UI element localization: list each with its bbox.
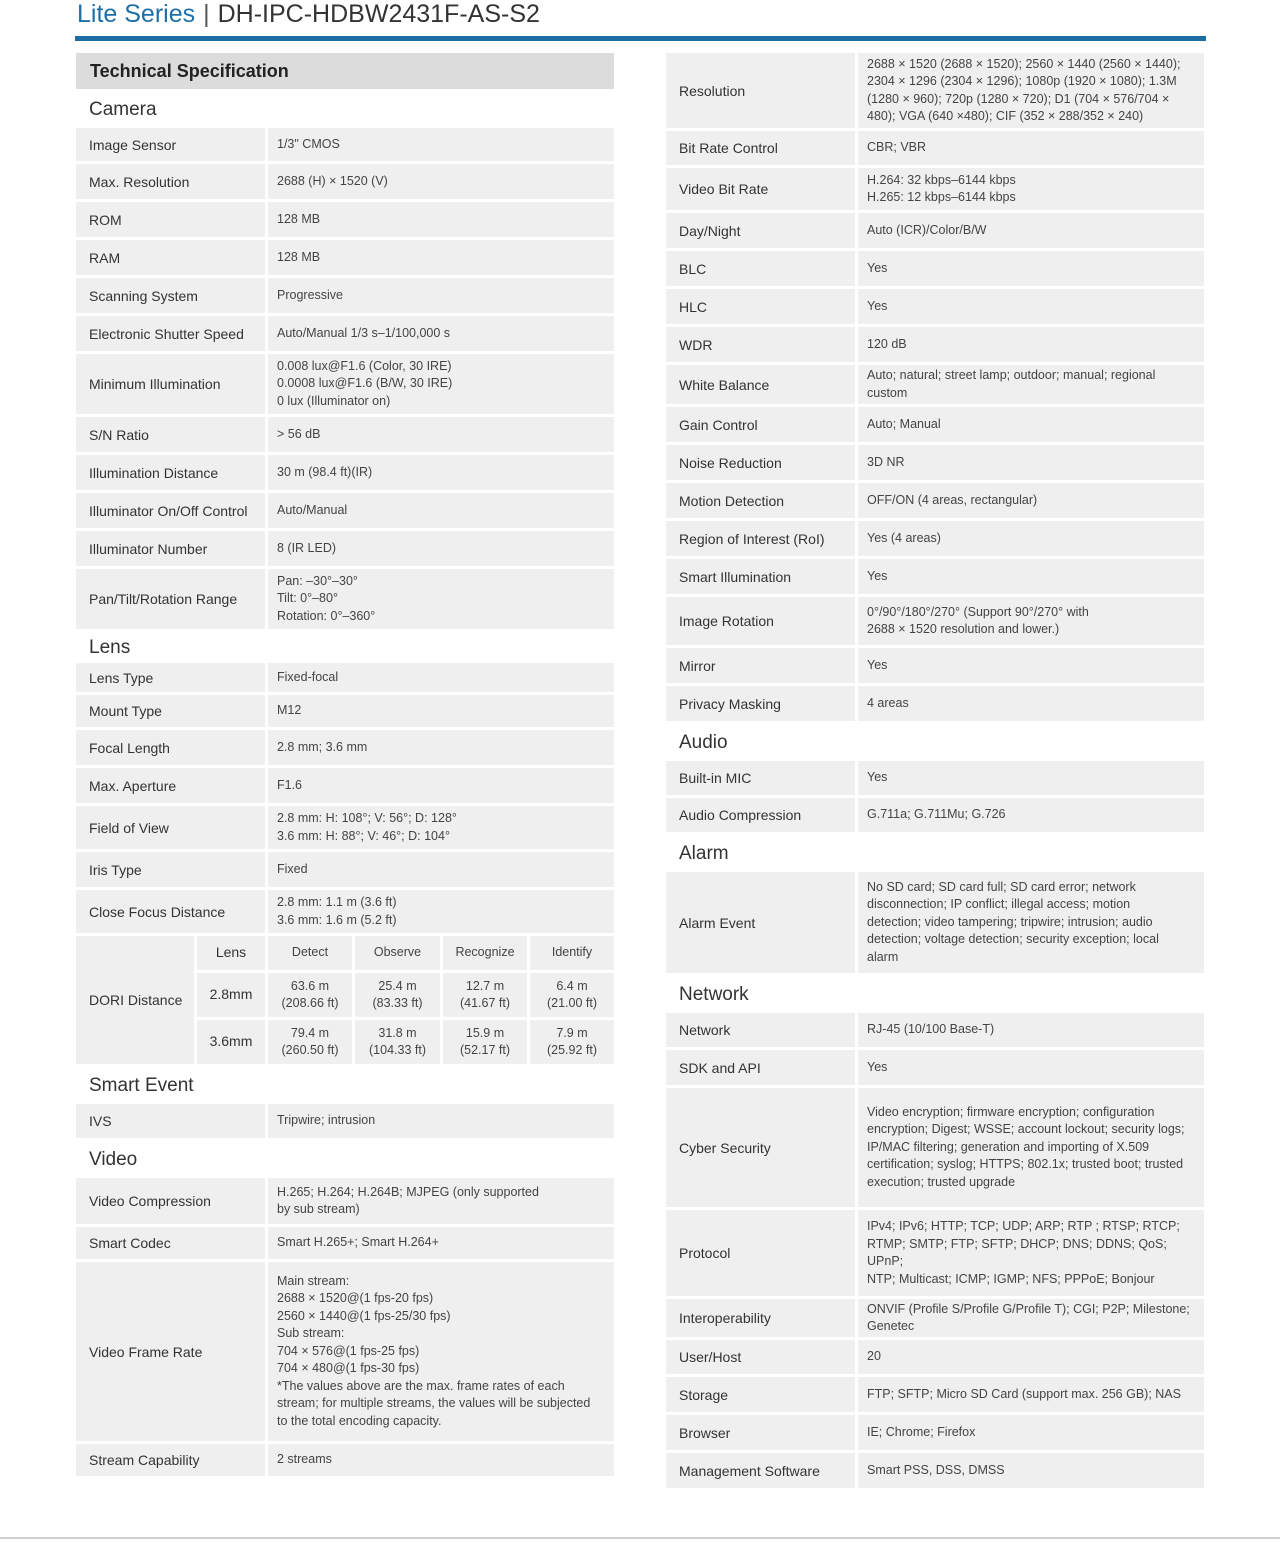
dori-cell: 31.8 m (104.33 ft) <box>355 1020 440 1064</box>
spec-value: Auto; natural; street lamp; outdoor; manual; regional custom <box>858 365 1204 404</box>
spec-label: Video Frame Rate <box>76 1262 265 1441</box>
spec-label: Lens Type <box>76 663 265 692</box>
spec-row <box>76 202 614 237</box>
spec-value: 2688 (H) × 1520 (V) <box>268 164 614 199</box>
spec-value: ONVIF (Profile S/Profile G/Profile T); CGI; P2P; Milestone; Genetec <box>858 1299 1204 1337</box>
dori-row <box>197 1020 614 1064</box>
dori-cell: 3.6mm <box>197 1020 265 1064</box>
spec-label: Smart Codec <box>76 1227 265 1259</box>
spec-row <box>666 1453 1204 1488</box>
spec-label: Minimum Illumination <box>76 354 265 414</box>
spec-row <box>666 1340 1204 1374</box>
dori-label: DORI Distance <box>76 936 194 1064</box>
video-table <box>76 1178 614 1476</box>
dori-cell: 12.7 m (41.67 ft) <box>443 973 527 1017</box>
spec-value: 0°/90°/180°/270° (Support 90°/270° with 2688 × 1520 resolution and lower.) <box>858 597 1204 645</box>
spec-value: Auto/Manual 1/3 s–1/100,000 s <box>268 316 614 351</box>
spec-value: Fixed <box>268 852 614 887</box>
spec-row <box>76 531 614 566</box>
spec-row <box>76 354 614 414</box>
spec-row <box>76 730 614 765</box>
section-lens: Lens <box>89 636 131 658</box>
spec-label: Protocol <box>666 1210 855 1296</box>
spec-row <box>76 768 614 803</box>
spec-value: Yes <box>858 289 1204 324</box>
spec-value: 1/3" CMOS <box>268 128 614 161</box>
spec-row <box>666 289 1204 324</box>
spec-row <box>666 1210 1204 1296</box>
spec-label: SDK and API <box>666 1050 855 1085</box>
header-separator: | <box>203 0 210 28</box>
spec-row <box>76 1444 614 1476</box>
right-column <box>666 53 1204 1491</box>
spec-row <box>76 1104 614 1138</box>
model-number: DH-IPC-HDBW2431F-AS-S2 <box>217 0 540 28</box>
spec-row <box>76 663 614 692</box>
spec-label: Browser <box>666 1415 855 1450</box>
spec-value: Progressive <box>268 278 614 313</box>
spec-row <box>76 316 614 351</box>
spec-row <box>666 483 1204 518</box>
spec-value: 0.008 lux@F1.6 (Color, 30 IRE) 0.0008 lux@F1.6 (B/W, 30 IRE) 0 lux (Illuminator on) <box>268 354 614 414</box>
spec-value: Pan: –30°–30° Tilt: 0°–80° Rotation: 0°–360° <box>268 569 614 629</box>
dori-cell: 25.4 m (83.33 ft) <box>355 973 440 1017</box>
spec-label: Scanning System <box>76 278 265 313</box>
spec-row <box>76 695 614 727</box>
spec-label: Noise Reduction <box>666 445 855 480</box>
video-continued-table <box>666 53 1204 721</box>
spec-label: HLC <box>666 289 855 324</box>
spec-value: Yes (4 areas) <box>858 521 1204 556</box>
spec-value: 3D NR <box>858 445 1204 480</box>
spec-row <box>76 569 614 629</box>
spec-row <box>666 521 1204 556</box>
spec-row <box>666 53 1204 128</box>
spec-label: Stream Capability <box>76 1444 265 1476</box>
spec-label: Interoperability <box>666 1299 855 1337</box>
spec-label: Management Software <box>666 1453 855 1488</box>
spec-label: BLC <box>666 251 855 286</box>
spec-value: H.264: 32 kbps–6144 kbps H.265: 12 kbps–6144 kbps <box>858 168 1204 210</box>
spec-label: WDR <box>666 327 855 362</box>
spec-row <box>666 327 1204 362</box>
spec-row <box>76 1227 614 1259</box>
spec-value: Tripwire; intrusion <box>268 1104 614 1138</box>
spec-row <box>76 240 614 275</box>
network-table <box>666 1013 1204 1488</box>
spec-value: Video encryption; firmware encryption; configuration encryption; Digest; WSSE; account lockout; security logs; IP/MAC filtering; generation and importing of X.509 certification; syslog; HTTPS; 802.1x; trusted boot; trusted execution; trusted upgrade <box>858 1088 1204 1207</box>
spec-row <box>76 1262 614 1441</box>
spec-row <box>666 559 1204 594</box>
spec-value: 30 m (98.4 ft)(IR) <box>268 455 614 490</box>
spec-row <box>76 417 614 452</box>
spec-label: Max. Aperture <box>76 768 265 803</box>
spec-row <box>666 1415 1204 1450</box>
spec-label: Smart Illumination <box>666 559 855 594</box>
spec-label: Privacy Masking <box>666 686 855 721</box>
spec-value: Main stream: 2688 × 1520@(1 fps-20 fps) 2560 × 1440@(1 fps-25/30 fps) Sub stream: 704 × 576@(1 fps-25 fps) 704 × 480@(1 fps-30 fps) *The values above are the max. frame rates of each stream; for multiple streams, the values will be subjected to the total encoding capacity. <box>268 1262 614 1441</box>
spec-label: Close Focus Distance <box>76 890 265 933</box>
spec-value: G.711a; G.711Mu; G.726 <box>858 798 1204 832</box>
spec-row <box>666 1050 1204 1085</box>
spec-label: Audio Compression <box>666 798 855 832</box>
spec-label: Illumination Distance <box>76 455 265 490</box>
dori-cell: 63.6 m (208.66 ft) <box>268 973 352 1017</box>
spec-label: Network <box>666 1013 855 1047</box>
spec-label: Mount Type <box>76 695 265 727</box>
spec-value: No SD card; SD card full; SD card error; network disconnection; IP conflict; illegal access; motion detection; video tampering; tripwire; intrusion; audio detection; voltage detection; security exception; local alarm <box>858 872 1204 973</box>
spec-value: 2.8 mm: 1.1 m (3.6 ft) 3.6 mm: 1.6 m (5.2 ft) <box>268 890 614 933</box>
spec-label: Image Rotation <box>666 597 855 645</box>
spec-value: 128 MB <box>268 202 614 237</box>
spec-label: ROM <box>76 202 265 237</box>
spec-label: Storage <box>666 1377 855 1412</box>
spec-label: Focal Length <box>76 730 265 765</box>
spec-row <box>76 890 614 933</box>
dori-cell: 15.9 m (52.17 ft) <box>443 1020 527 1064</box>
document-header <box>77 0 540 32</box>
spec-row <box>666 648 1204 683</box>
dori-header-row <box>197 936 614 970</box>
spec-row <box>76 806 614 849</box>
spec-row <box>666 1299 1204 1337</box>
spec-value: Yes <box>858 761 1204 795</box>
section-smart-event: Smart Event <box>89 1074 194 1096</box>
spec-value: 2 streams <box>268 1444 614 1476</box>
smart-event-table <box>76 1104 614 1138</box>
dori-table <box>76 936 614 1064</box>
spec-label: S/N Ratio <box>76 417 265 452</box>
spec-title: Technical Specification <box>76 53 614 89</box>
camera-table <box>76 128 614 629</box>
spec-value: Yes <box>858 1050 1204 1085</box>
spec-row <box>666 445 1204 480</box>
spec-row <box>666 365 1204 404</box>
dori-header: Identify <box>530 936 614 970</box>
spec-value: 2.8 mm: H: 108°; V: 56°; D: 128° 3.6 mm: H: 88°; V: 46°; D: 104° <box>268 806 614 849</box>
spec-row <box>666 131 1204 165</box>
spec-value: 4 areas <box>858 686 1204 721</box>
spec-value: Smart H.265+; Smart H.264+ <box>268 1227 614 1259</box>
spec-value: H.265; H.264; H.264B; MJPEG (only supported by sub stream) <box>268 1178 614 1224</box>
spec-row <box>76 278 614 313</box>
spec-value: RJ-45 (10/100 Base-T) <box>858 1013 1204 1047</box>
spec-row <box>76 493 614 528</box>
spec-row <box>666 872 1204 973</box>
spec-row <box>666 407 1204 442</box>
spec-value: 120 dB <box>858 327 1204 362</box>
spec-row <box>76 164 614 199</box>
spec-value: 8 (IR LED) <box>268 531 614 566</box>
spec-row <box>666 1377 1204 1412</box>
spec-value: Yes <box>858 648 1204 683</box>
spec-row <box>76 455 614 490</box>
spec-value: > 56 dB <box>268 417 614 452</box>
section-camera: Camera <box>89 98 157 120</box>
spec-row <box>666 597 1204 645</box>
spec-value: 20 <box>858 1340 1204 1374</box>
dori-cell: 7.9 m (25.92 ft) <box>530 1020 614 1064</box>
dori-cell: 2.8mm <box>197 973 265 1017</box>
dori-header: Lens <box>197 936 265 970</box>
spec-label: Pan/Tilt/Rotation Range <box>76 569 265 629</box>
spec-value: Auto (ICR)/Color/B/W <box>858 213 1204 248</box>
dori-cell: 6.4 m (21.00 ft) <box>530 973 614 1017</box>
spec-label: Cyber Security <box>666 1088 855 1207</box>
header-rule <box>75 36 1206 41</box>
dori-row <box>197 973 614 1017</box>
spec-value: 2688 × 1520 (2688 × 1520); 2560 × 1440 (2560 × 1440); 2304 × 1296 (2304 × 1296); 1080p (1920 × 1080); 1.3M (1280 × 960); 720p (1280 × 720); D1 (704 × 576/704 × 480); VGA (640 ×480); CIF (352 × 288/352 × 240) <box>858 53 1204 128</box>
spec-value: IE; Chrome; Firefox <box>858 1415 1204 1450</box>
dori-cell: 79.4 m (260.50 ft) <box>268 1020 352 1064</box>
section-network: Network <box>679 983 749 1005</box>
spec-label: Motion Detection <box>666 483 855 518</box>
spec-value: 128 MB <box>268 240 614 275</box>
spec-label: Field of View <box>76 806 265 849</box>
spec-label: Max. Resolution <box>76 164 265 199</box>
series-name: Lite Series <box>77 0 196 28</box>
dori-header: Observe <box>355 936 440 970</box>
spec-row <box>76 128 614 161</box>
spec-label: Region of Interest (RoI) <box>666 521 855 556</box>
section-audio: Audio <box>679 731 728 753</box>
dori-header: Detect <box>268 936 352 970</box>
spec-value: CBR; VBR <box>858 131 1204 165</box>
lens-table <box>76 663 614 933</box>
spec-label: White Balance <box>666 365 855 404</box>
spec-row <box>76 852 614 887</box>
spec-row <box>666 686 1204 721</box>
spec-row <box>666 213 1204 248</box>
spec-label: User/Host <box>666 1340 855 1374</box>
spec-value: Auto/Manual <box>268 493 614 528</box>
spec-label: Alarm Event <box>666 872 855 973</box>
spec-row <box>666 798 1204 832</box>
spec-row <box>666 761 1204 795</box>
spec-label: Gain Control <box>666 407 855 442</box>
spec-label: RAM <box>76 240 265 275</box>
dori-header: Recognize <box>443 936 527 970</box>
spec-value: Fixed-focal <box>268 663 614 692</box>
spec-row <box>666 168 1204 210</box>
spec-label: Video Compression <box>76 1178 265 1224</box>
spec-label: IVS <box>76 1104 265 1138</box>
spec-label: Image Sensor <box>76 128 265 161</box>
spec-label: Built-in MIC <box>666 761 855 795</box>
spec-label: Bit Rate Control <box>666 131 855 165</box>
spec-value: M12 <box>268 695 614 727</box>
spec-value: Yes <box>858 559 1204 594</box>
left-column <box>76 53 614 1479</box>
audio-table <box>666 761 1204 832</box>
spec-label: Mirror <box>666 648 855 683</box>
spec-value: IPv4; IPv6; HTTP; TCP; UDP; ARP; RTP ; RTSP; RTCP; RTMP; SMTP; FTP; SFTP; DHCP; DNS; DDNS; QoS; UPnP; NTP; Multicast; ICMP; IGMP; NFS; PPPoE; Bonjour <box>858 1210 1204 1296</box>
spec-value: Auto; Manual <box>858 407 1204 442</box>
spec-value: Smart PSS, DSS, DMSS <box>858 1453 1204 1488</box>
spec-row <box>666 251 1204 286</box>
alarm-table <box>666 872 1204 973</box>
footer-rule <box>0 1537 1280 1539</box>
spec-row <box>666 1088 1204 1207</box>
spec-value: F1.6 <box>268 768 614 803</box>
spec-row <box>666 1013 1204 1047</box>
spec-label: Electronic Shutter Speed <box>76 316 265 351</box>
spec-label: Day/Night <box>666 213 855 248</box>
spec-value: 2.8 mm; 3.6 mm <box>268 730 614 765</box>
section-video: Video <box>89 1148 138 1170</box>
spec-row <box>76 1178 614 1224</box>
spec-label: Video Bit Rate <box>666 168 855 210</box>
spec-label: Resolution <box>666 53 855 128</box>
spec-label: Illuminator Number <box>76 531 265 566</box>
spec-value: Yes <box>858 251 1204 286</box>
spec-value: OFF/ON (4 areas, rectangular) <box>858 483 1204 518</box>
spec-value: FTP; SFTP; Micro SD Card (support max. 256 GB); NAS <box>858 1377 1204 1412</box>
section-alarm: Alarm <box>679 842 729 864</box>
spec-label: Illuminator On/Off Control <box>76 493 265 528</box>
spec-label: Iris Type <box>76 852 265 887</box>
